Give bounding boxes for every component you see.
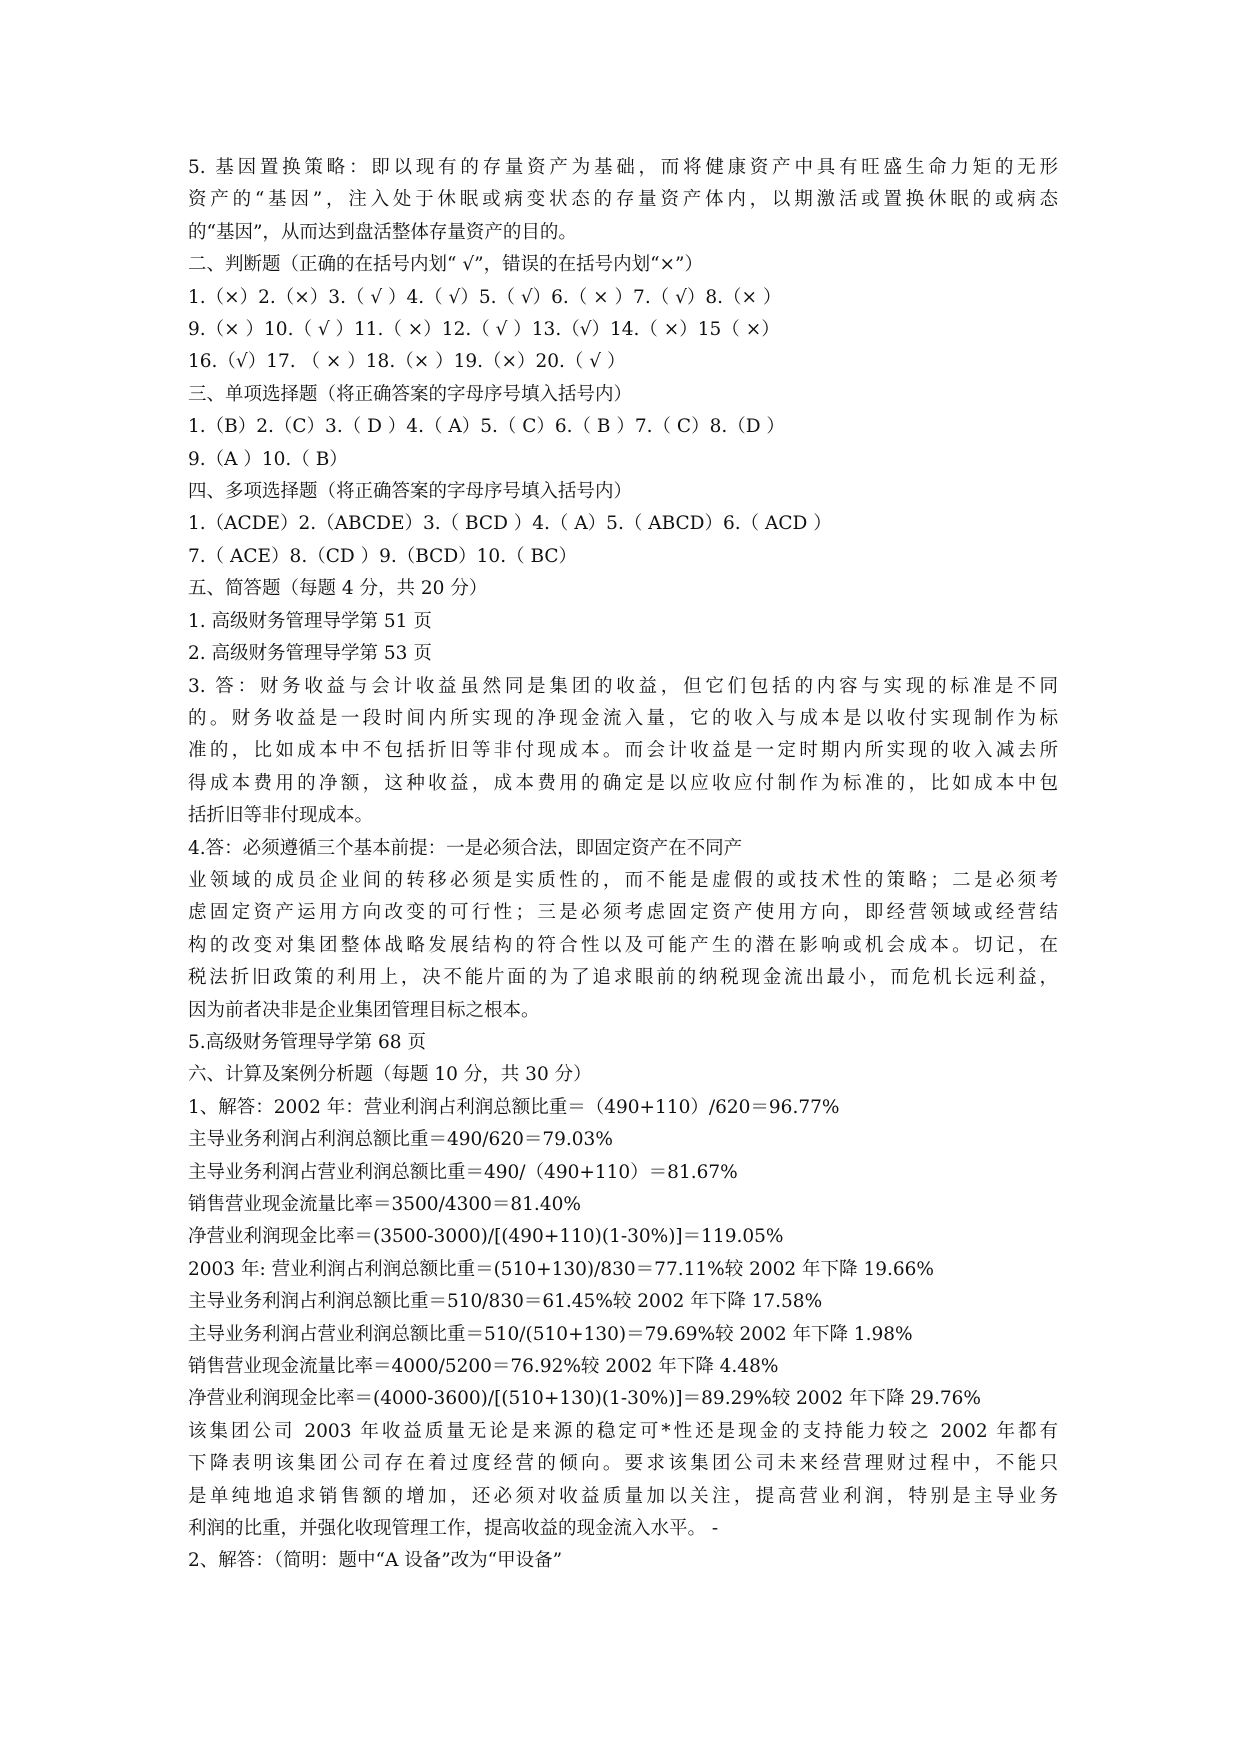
- text-line: 2003 年: 营业利润占利润总额比重＝(510+130)/830＝77.11%较 2002 年下降 19.66%: [188, 1258, 934, 1280]
- text-line: 该集团公司 2003 年收益质量无论是来源的稳定可*性还是现金的支持能力较之 2002 年都有: [188, 1420, 1058, 1442]
- text-line: 7.（ ACE）8.（CD ）9.（BCD）10.（ BC）: [188, 545, 578, 567]
- text-line: 主导业务利润占利润总额比重＝490/620＝79.03%: [188, 1129, 613, 1151]
- text-line: 因为前者决非是企业集团管理目标之根本。: [188, 999, 540, 1021]
- text-line: 9.（A ）10.（ B）: [188, 448, 348, 470]
- text-line: 1、解答：2002 年：营业利润占利润总额比重＝（490+110）/620＝96.77%: [188, 1096, 840, 1118]
- document-page: [188, 152, 1058, 1578]
- text-line: 主导业务利润占营业利润总额比重＝510/(510+130)＝79.69%较 2002 年下降 1.98%: [188, 1323, 913, 1345]
- text-line: 3. 答：财务收益与会计收益虽然同是集团的收益，但它们包括的内容与实现的标准是不同: [188, 675, 1058, 697]
- text-line: 构的改变对集团整体战略发展结构的符合性以及可能产生的潜在影响或机会成本。切记，在: [188, 934, 1058, 956]
- text-line: 5.高级财务管理导学第 68 页: [188, 1031, 426, 1053]
- text-line: 五、简答题（每题 4 分，共 20 分）: [188, 578, 488, 600]
- text-line: 1.（ACDE）2.（ABCDE）3.（ BCD ）4.（ A）5.（ ABCD）6.（ ACD ）: [188, 513, 832, 535]
- text-line: 四、多项选择题（将正确答案的字母序号填入括号内）: [188, 481, 633, 503]
- text-line: 是单纯地追求销售额的增加，还必须对收益质量加以关注，提高营业利润，特别是主导业务: [188, 1485, 1058, 1507]
- text-line: 主导业务利润占利润总额比重＝510/830＝61.45%较 2002 年下降 17.58%: [188, 1291, 823, 1313]
- text-line: 主导业务利润占营业利润总额比重＝490/（490+110）＝81.67%: [188, 1161, 738, 1183]
- text-line: 得成本费用的净额，这种收益，成本费用的确定是以应收应付制作为标准的，比如成本中包: [188, 772, 1058, 794]
- text-line: 9.（× ）10.（ √ ）11.（ ×）12.（ √ ）13.（√）14.（ ×）15（ ×）: [188, 319, 780, 341]
- text-line: 1.（B）2.（C）3.（ D ）4.（ A）5.（ C）6.（ B ）7.（ C）8.（D ）: [188, 416, 785, 438]
- text-line: 三、单项选择题（将正确答案的字母序号填入括号内）: [188, 383, 633, 405]
- text-line: 括折旧等非付现成本。: [188, 805, 374, 827]
- text-line: 资产的“基因”，注入处于休眠或病变状态的存量资产体内，以期激活或置换休眠的或病态: [188, 189, 1058, 211]
- text-line: 4.答：必须遵循三个基本前提：一是必须合法，即固定资产在不同产: [188, 837, 743, 859]
- text-line: 的“基因”，从而达到盘活整体存量资产的目的。: [188, 221, 577, 243]
- text-line: 税法折旧政策的利用上，决不能片面的为了追求眼前的纳税现金流出最小，而危机长远利益，: [188, 967, 1058, 989]
- text-line: 净营业利润现金比率＝(3500-3000)/[(490+110)(1-30%)]＝119.05%: [188, 1226, 784, 1248]
- text-line: 5. 基因置换策略：即以现有的存量资产为基础，而将健康资产中具有旺盛生命力矩的无形: [188, 157, 1058, 178]
- text-line: 二、判断题（正确的在括号内划“ √”，错误的在括号内划“×”）: [188, 254, 704, 276]
- text-line: 业领域的成员企业间的转移必须是实质性的，而不能是虚假的或技术性的策略；二是必须考: [188, 869, 1058, 891]
- text-line: 下降表明该集团公司存在着过度经营的倾向。要求该集团公司未来经营理财过程中，不能只: [188, 1453, 1058, 1475]
- text-line: 准的，比如成本中不包括折旧等非付现成本。而会计收益是一定时期内所实现的收入减去所: [188, 740, 1058, 762]
- text-line: 净营业利润现金比率＝(4000-3600)/[(510+130)(1-30%)]＝89.29%较 2002 年下降 29.76%: [188, 1388, 981, 1410]
- text-line: 销售营业现金流量比率＝3500/4300＝81.40%: [188, 1194, 581, 1215]
- text-line: 1. 高级财务管理导学第 51 页: [188, 610, 432, 632]
- text-line: 的。财务收益是一段时间内所实现的净现金流入量，它的收入与成本是以收付实现制作为标: [188, 707, 1058, 729]
- text-line: 1.（×）2.（×）3.（ √ ）4.（ √）5.（ √）6.（ × ）7.（ √）8.（× ）: [188, 286, 782, 308]
- text-line: 2. 高级财务管理导学第 53 页: [188, 643, 432, 665]
- text-line: 2、解答：（简明：题中“A 设备”改为“甲设备”: [188, 1550, 563, 1572]
- text-line: 虑固定资产运用方向改变的可行性；三是必须考虑固定资产使用方向，即经营领域或经营结: [188, 902, 1058, 924]
- text-line: 六、计算及案例分析题（每题 10 分，共 30 分）: [188, 1064, 592, 1086]
- text-line: 利润的比重，并强化收现管理工作，提高收益的现金流入水平。 -: [188, 1518, 719, 1540]
- text-line: 16.（√）17. （ × ）18.（× ）19.（×）20.（ √ ）: [188, 351, 626, 373]
- text-line: 销售营业现金流量比率＝4000/5200＝76.92%较 2002 年下降 4.48%: [188, 1356, 779, 1378]
